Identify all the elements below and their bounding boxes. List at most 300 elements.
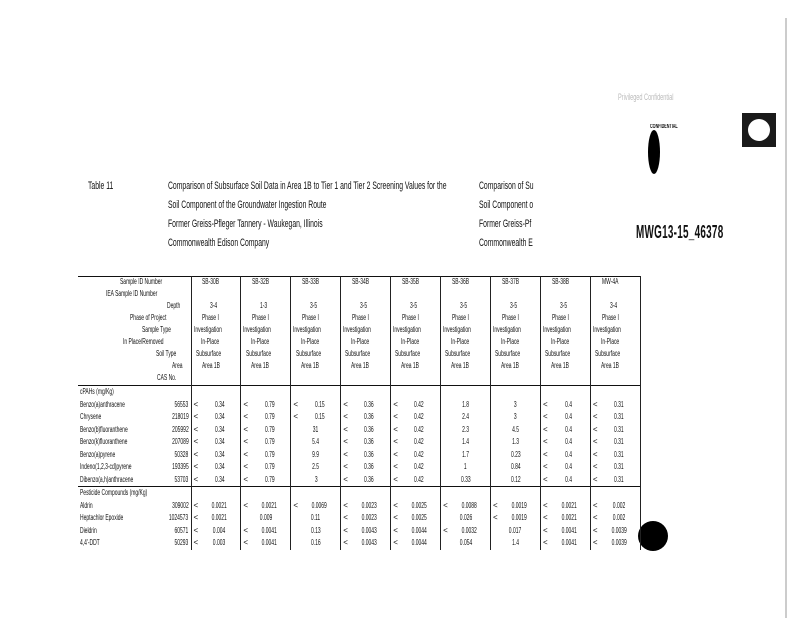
- header-row: [78, 337, 640, 349]
- header-cell-text: Area 1B: [501, 361, 519, 370]
- header-cell-text: 3-5: [559, 301, 567, 310]
- cas-number: 53703: [174, 474, 189, 484]
- value: 0.34: [214, 437, 225, 447]
- value: 0.4: [565, 449, 573, 459]
- value: 0.11: [311, 513, 321, 523]
- section-filler: [191, 386, 241, 399]
- header-cell: [291, 289, 341, 301]
- header-cell: [191, 373, 241, 386]
- header-cell: [540, 301, 590, 313]
- cas-number: 207089: [171, 437, 189, 447]
- header-cell-text: Phase I: [452, 313, 469, 322]
- value: 0.009: [259, 513, 273, 523]
- cas-number: 193395: [171, 462, 189, 472]
- qualifier: <: [592, 525, 598, 535]
- section-filler: [540, 487, 590, 500]
- qualifier: <: [193, 462, 199, 472]
- analyte-cell: [78, 537, 191, 550]
- header-cell: [191, 313, 241, 325]
- title-line-2: Soil Component of the Groundwater Ingestion Route: [168, 199, 327, 211]
- qualifier: <: [243, 525, 249, 535]
- qualifier: <: [393, 399, 398, 409]
- header-cell: [491, 361, 541, 373]
- section-filler: [341, 487, 391, 500]
- header-label-text: Sample ID Number: [120, 277, 163, 286]
- value-cell: [291, 525, 341, 538]
- header-cell-text: Investigation: [592, 325, 621, 334]
- header-cell-text: Area 1B: [351, 361, 370, 370]
- value: 0.13: [310, 525, 321, 535]
- analyte-cell: [78, 436, 191, 449]
- title-line-4: Commonwealth Edison Company: [168, 237, 270, 249]
- value-cell: [441, 424, 491, 437]
- value-cell: [191, 512, 241, 525]
- title-line-3: Former Greiss-Pfleger Tannery - Waukegan, Illinois: [168, 218, 323, 230]
- value-cell: [391, 424, 441, 437]
- qualifier: <: [592, 412, 598, 422]
- section-filler: [590, 487, 640, 500]
- value: 0.0021: [211, 513, 228, 523]
- header-cell: [441, 337, 491, 349]
- analyte-name: Benzo(k)fluoranthene: [80, 437, 128, 447]
- qualifier: <: [542, 424, 548, 434]
- qualifier: <: [343, 500, 348, 510]
- analyte-cell: [78, 399, 191, 412]
- header-cell: [341, 349, 391, 361]
- value-cell: [341, 512, 391, 525]
- value: 0.42: [414, 449, 424, 459]
- repeat-title-line-1: Comparison of Su: [479, 180, 534, 192]
- header-label-text: In Place/Removed: [123, 337, 164, 346]
- header-cell-text: Area 1B: [550, 361, 569, 370]
- header-cell-text: 3-5: [409, 301, 418, 310]
- analyte-cell: [78, 474, 191, 487]
- value-cell: [341, 411, 391, 424]
- qualifier: <: [592, 538, 598, 548]
- value-cell: [391, 525, 441, 538]
- value: 2.5: [312, 462, 320, 472]
- header-label-text: Phase of Project: [129, 313, 167, 322]
- header-cell: [241, 349, 291, 361]
- cas-number: 218019: [171, 412, 189, 422]
- value-cell: [590, 500, 640, 513]
- section-row: [78, 386, 640, 399]
- qualifier: <: [193, 449, 199, 459]
- analyte-cell: [78, 525, 191, 538]
- value-cell: [590, 512, 640, 525]
- header-row: [78, 277, 640, 290]
- header-cell-text: 3-5: [509, 301, 517, 310]
- value: 0.0021: [261, 500, 277, 510]
- section-row: [78, 487, 640, 500]
- analyte-name: Chrysene: [80, 412, 102, 422]
- value-cell: [441, 449, 491, 462]
- value: 0.34: [214, 474, 225, 484]
- value: 0.79: [264, 399, 275, 409]
- value-cell: [241, 474, 291, 487]
- header-cell: [241, 277, 291, 290]
- qualifier: <: [443, 525, 448, 535]
- header-row: [78, 361, 640, 373]
- binder-ring-icon: [742, 113, 776, 147]
- header-label: [78, 325, 191, 337]
- header-cell-text: In-Place: [351, 337, 370, 346]
- header-cell: [191, 361, 241, 373]
- value: 1.4: [512, 538, 519, 548]
- header-label-text: IEA Sample ID Number: [105, 289, 158, 298]
- header-cell-text: SB-38B: [551, 277, 569, 286]
- header-row: [78, 313, 640, 325]
- header-cell-text: Phase I: [601, 313, 619, 322]
- qualifier: <: [243, 412, 249, 422]
- qualifier: <: [592, 424, 598, 434]
- value: 0.36: [364, 399, 375, 409]
- value-cell: [491, 474, 541, 487]
- header-cell: [291, 277, 341, 290]
- value: 0.34: [214, 462, 225, 472]
- header-cell: [590, 301, 640, 313]
- punch-hole-oval: [648, 130, 660, 174]
- qualifier: <: [592, 500, 598, 510]
- value-cell: [341, 500, 391, 513]
- value: 0.34: [214, 412, 225, 422]
- value: 0.36: [364, 412, 375, 422]
- qualifier: <: [542, 474, 548, 484]
- header-row: [78, 289, 640, 301]
- value: 0.36: [364, 474, 375, 484]
- header-label: [78, 289, 191, 301]
- header-cell-text: SB-33B: [302, 277, 320, 286]
- header-cell: [491, 313, 541, 325]
- value-cell: [491, 525, 541, 538]
- header-cell: [441, 361, 491, 373]
- analyte-name: Benzo(b)fluoranthene: [80, 424, 128, 434]
- value: 0.002: [612, 513, 626, 523]
- section-filler: [441, 386, 491, 399]
- header-cell: [191, 277, 241, 290]
- value-cell: [191, 537, 241, 550]
- value-cell: [241, 411, 291, 424]
- table-row: [78, 424, 640, 437]
- value-cell: [491, 411, 541, 424]
- header-cell: [241, 313, 291, 325]
- qualifier: <: [343, 474, 348, 484]
- value-cell: [191, 500, 241, 513]
- value-cell: [540, 399, 590, 412]
- value: 0.0041: [261, 525, 277, 535]
- header-cell: [491, 301, 541, 313]
- value: 0.31: [614, 449, 624, 459]
- section-filler: [491, 386, 541, 399]
- qualifier: <: [243, 437, 249, 447]
- table-title: [168, 180, 447, 250]
- qualifier: <: [592, 462, 598, 472]
- value: 0.79: [264, 412, 275, 422]
- header-cell: [590, 361, 640, 373]
- table-row: [78, 537, 640, 550]
- analyte-name: 4,4'-DDT: [80, 538, 100, 548]
- header-label-text: Soil Type: [155, 349, 177, 358]
- analyte-name: Dieldrin: [80, 525, 97, 535]
- qualifier: <: [193, 412, 199, 422]
- header-cell-text: Investigation: [243, 325, 272, 334]
- section-filler: [291, 386, 341, 399]
- header-cell-text: In-Place: [251, 337, 270, 346]
- value-cell: [590, 474, 640, 487]
- value-cell: [540, 474, 590, 487]
- section-filler: [540, 386, 590, 399]
- value-cell: [191, 399, 241, 412]
- header-cell: [291, 349, 341, 361]
- table-row: [78, 436, 640, 449]
- value: 1.8: [462, 399, 470, 409]
- header-cell-text: In-Place: [600, 337, 619, 346]
- qualifier: <: [343, 513, 348, 523]
- header-cell-text: Investigation: [493, 325, 521, 334]
- value-cell: [241, 537, 291, 550]
- value-cell: [291, 424, 341, 437]
- header-cell: [540, 277, 590, 290]
- header-cell: [590, 313, 640, 325]
- header-label: [78, 301, 191, 313]
- qualifier: <: [393, 500, 398, 510]
- header-label: [78, 313, 191, 325]
- header-cell: [241, 325, 291, 337]
- header-cell-text: Investigation: [293, 325, 322, 334]
- header-cell: [191, 289, 241, 301]
- header-cell-text: 3-5: [310, 301, 318, 310]
- header-cell-text: SB-34B: [351, 277, 370, 286]
- value: 0.34: [214, 399, 225, 409]
- value: 0.79: [264, 462, 275, 472]
- header-cell: [491, 325, 541, 337]
- value: 0.0044: [411, 538, 427, 548]
- value-cell: [241, 424, 291, 437]
- value: 3: [514, 412, 517, 422]
- value-cell: [540, 512, 590, 525]
- header-cell-text: Area 1B: [451, 361, 470, 370]
- section-filler: [241, 386, 291, 399]
- header-cell-text: Subsurface: [545, 349, 571, 358]
- qualifier: <: [343, 424, 348, 434]
- data-table: [78, 276, 641, 550]
- qualifier: <: [542, 449, 548, 459]
- value: 0.0021: [211, 500, 228, 510]
- value: 0.0023: [361, 500, 377, 510]
- analyte-name: Heptachlor Epoxide: [80, 513, 124, 523]
- qualifier: <: [393, 513, 398, 523]
- cas-number: 205992: [171, 424, 189, 434]
- header-cell-text: Subsurface: [595, 349, 621, 358]
- value-cell: [491, 436, 541, 449]
- value: 0.31: [614, 424, 624, 434]
- table-row: [78, 411, 640, 424]
- header-cell: [441, 373, 491, 386]
- header-cell: [540, 325, 590, 337]
- header-cell-text: Subsurface: [445, 349, 471, 358]
- analyte-name: Dibenzo(a,h)anthracene: [80, 474, 134, 484]
- value-cell: [241, 461, 291, 474]
- analyte-name: Benzo(a)anthracene: [80, 399, 125, 409]
- header-cell: [540, 361, 590, 373]
- header-cell: [491, 373, 541, 386]
- header-label: [78, 277, 191, 290]
- repeat-title-line-3: Former Greiss-Pf: [479, 218, 532, 230]
- header-label-text: Sample Type: [141, 325, 171, 334]
- repeat-title-line-2: Soil Component o: [479, 199, 534, 211]
- value-cell: [590, 399, 640, 412]
- header-cell: [391, 313, 441, 325]
- value-cell: [191, 525, 241, 538]
- value: 0.15: [314, 412, 325, 422]
- qualifier: <: [243, 424, 249, 434]
- qualifier: <: [293, 399, 299, 409]
- qualifier: <: [542, 462, 548, 472]
- value-cell: [441, 436, 491, 449]
- qualifier: <: [592, 474, 598, 484]
- qualifier: <: [393, 474, 398, 484]
- analyte-cell: [78, 449, 191, 462]
- value: 5.4: [312, 437, 320, 447]
- faded-watermark: Privileged Confidential: [618, 92, 674, 102]
- value: 2.3: [462, 424, 470, 434]
- header-cell-text: Phase I: [551, 313, 569, 322]
- header-cell-text: SB-32B: [252, 277, 270, 286]
- value-cell: [441, 525, 491, 538]
- header-label: [78, 373, 191, 386]
- section-filler: [441, 487, 491, 500]
- analyte-name: Indeno(1,2,3-cd)pyrene: [80, 462, 132, 472]
- header-cell-text: 3-4: [210, 301, 218, 310]
- value: 0.0043: [361, 538, 377, 548]
- header-cell-text: SB-35B: [401, 277, 419, 286]
- value-cell: [441, 411, 491, 424]
- qualifier: <: [293, 500, 299, 510]
- header-cell: [391, 301, 441, 313]
- value-cell: [291, 436, 341, 449]
- cas-number: 50293: [174, 538, 189, 548]
- header-cell: [590, 337, 640, 349]
- value: 1: [464, 462, 467, 472]
- header-cell-text: 3-4: [609, 301, 617, 310]
- value-cell: [391, 399, 441, 412]
- header-label-text: Depth: [167, 301, 181, 310]
- header-cell: [391, 361, 441, 373]
- qualifier: <: [343, 449, 348, 459]
- section-filler: [291, 487, 341, 500]
- header-row: [78, 349, 640, 361]
- repeat-title: [479, 180, 539, 250]
- value: 0.0041: [261, 538, 277, 548]
- confidential-stamp: CONFIDENTIAL: [650, 124, 678, 130]
- table-row: [78, 500, 640, 513]
- value: 0.054: [459, 538, 472, 548]
- header-cell: [590, 325, 640, 337]
- header-cell: [391, 337, 441, 349]
- header-cell: [341, 277, 391, 290]
- header-cell: [441, 289, 491, 301]
- value-cell: [291, 537, 341, 550]
- value-cell: [391, 500, 441, 513]
- value: 9.9: [312, 449, 320, 459]
- header-cell: [391, 373, 441, 386]
- value-cell: [441, 500, 491, 513]
- header-cell: [441, 325, 491, 337]
- value-cell: [241, 436, 291, 449]
- value-cell: [441, 399, 491, 412]
- value: 0.36: [364, 437, 375, 447]
- header-cell-text: Investigation: [343, 325, 372, 334]
- value: 0.0021: [561, 500, 577, 510]
- header-cell: [191, 349, 241, 361]
- header-cell-text: In-Place: [550, 337, 569, 346]
- header-cell-text: 3-5: [459, 301, 467, 310]
- value: 0.36: [364, 424, 375, 434]
- header-label-text: CAS No.: [157, 373, 177, 382]
- value-cell: [590, 537, 640, 550]
- value: 0.42: [414, 437, 424, 447]
- header-cell: [590, 349, 640, 361]
- section-filler: [391, 487, 441, 500]
- value: 0.34: [214, 424, 225, 434]
- value: 0.79: [264, 437, 275, 447]
- value-cell: [341, 449, 391, 462]
- header-cell: [241, 301, 291, 313]
- punch-hole-dot: [638, 521, 668, 551]
- value: 3: [314, 474, 318, 484]
- qualifier: <: [542, 513, 548, 523]
- header-cell: [291, 301, 341, 313]
- header-cell: [441, 277, 491, 290]
- value-cell: [291, 399, 341, 412]
- value: 0.017: [509, 525, 522, 535]
- header-cell-text: Phase I: [402, 313, 419, 322]
- value: 0.003: [213, 538, 226, 548]
- value-cell: [540, 525, 590, 538]
- value: 0.4: [565, 462, 573, 472]
- value-cell: [191, 449, 241, 462]
- value-cell: [540, 449, 590, 462]
- value-cell: [341, 424, 391, 437]
- value-cell: [341, 461, 391, 474]
- table-row: [78, 399, 640, 412]
- value: 0.0039: [611, 538, 627, 548]
- qualifier: <: [393, 462, 398, 472]
- header-cell-text: Phase I: [252, 313, 270, 322]
- cas-number: 1024573: [169, 513, 189, 523]
- qualifier: <: [193, 513, 199, 523]
- value-cell: [241, 525, 291, 538]
- value: 0.002: [612, 500, 626, 510]
- qualifier: <: [542, 437, 548, 447]
- qualifier: <: [343, 437, 348, 447]
- qualifier: <: [592, 449, 598, 459]
- header-cell: [391, 277, 441, 290]
- section-label-text: Pesticide Compounds (mg/Kg): [80, 488, 148, 498]
- header-cell: [391, 325, 441, 337]
- header-cell-text: In-Place: [201, 337, 220, 346]
- value: 0.0069: [311, 500, 327, 510]
- value: 0.026: [459, 513, 472, 523]
- value: 0.4: [565, 412, 573, 422]
- qualifier: <: [343, 412, 348, 422]
- value: 0.0025: [411, 500, 427, 510]
- value-cell: [191, 411, 241, 424]
- analyte-cell: [78, 424, 191, 437]
- value-cell: [540, 436, 590, 449]
- value: 0.79: [264, 474, 275, 484]
- value-cell: [590, 525, 640, 538]
